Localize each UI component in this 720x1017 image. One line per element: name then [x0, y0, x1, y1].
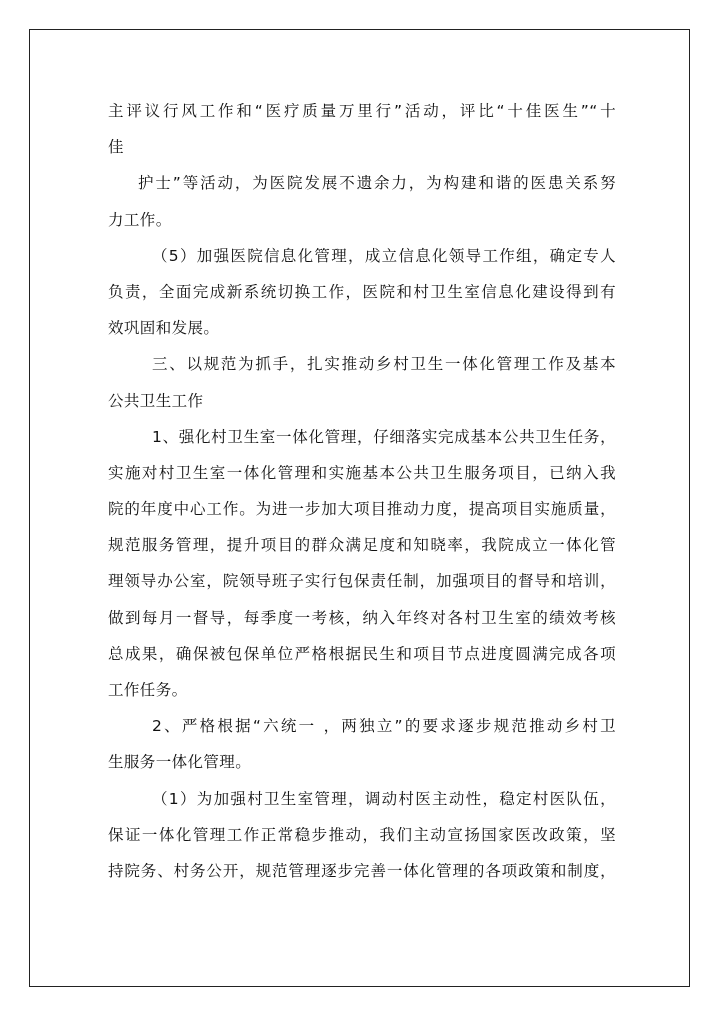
body-line: 规范服务管理，提升项目的群众满足度和知晓率，我院成立一体化管 [108, 536, 616, 555]
body-line: 护士”等活动，为医院发展不遗余力，为构建和谐的医患关系努 [138, 174, 616, 193]
body-line: 保证一体化管理工作正常稳步推动，我们主动宣扬国家医改政策，坚 [108, 825, 616, 844]
body-line: 理领导办公室，院领导班子实行包保责任制，加强项目的督导和培训， [108, 572, 616, 591]
body-line: 实施对村卫生室一体化管理和实施基本公共卫生服务项目，已纳入我 [108, 463, 616, 482]
document-body [108, 93, 616, 889]
section-heading-line: 公共卫生工作 [108, 391, 204, 410]
body-line: 佳 [108, 138, 124, 157]
body-line: 效巩固和发展。 [108, 319, 220, 338]
body-line: 生服务一体化管理。 [108, 753, 252, 772]
body-line: 持院务、村务公开，规范管理逐步完善一体化管理的各项政策和制度， [108, 861, 616, 880]
body-line: 院的年度中心工作。为进一步加大项目推动力度，提高项目实施质量， [108, 500, 616, 519]
paragraph-start-line: （1）为加强村卫生室管理，调动村医主动性，稳定村医队伍， [152, 789, 616, 808]
paragraph-start-line: 1、强化村卫生室一体化管理，仔细落实完成基本公共卫生任务， [152, 427, 616, 446]
paragraph-start-line: 2、严格根据“六统一 ，两独立”的要求逐步规范推动乡村卫 [152, 717, 616, 736]
body-line: 负责，全面完成新系统切换工作，医院和村卫生室信息化建设得到有 [108, 282, 616, 301]
paragraph-start-line: （5）加强医院信息化管理，成立信息化领导工作组，确定专人 [152, 246, 616, 265]
body-line: 总成果，确保被包保单位严格根据民生和项目节点进度圆满完成各项 [108, 644, 616, 663]
section-heading-line: 三、以规范为抓手，扎实推动乡村卫生一体化管理工作及基本 [152, 355, 616, 374]
body-line: 工作任务。 [108, 681, 188, 699]
body-line: 做到每月一督导，每季度一考核，纳入年终对各村卫生室的绩效考核 [108, 608, 616, 627]
body-line: 力工作。 [108, 210, 172, 229]
body-line: 主评议行风工作和“医疗质量万里行”活动，评比“十佳医生”“十 [108, 102, 616, 120]
